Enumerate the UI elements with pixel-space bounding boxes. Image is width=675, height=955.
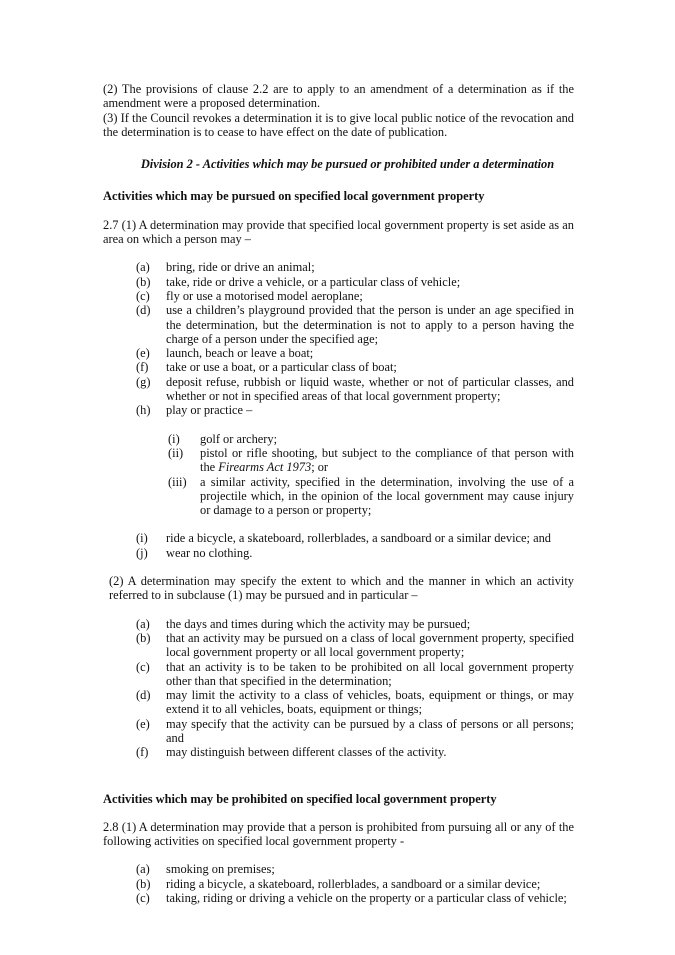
item-text: play or practice – [166,403,253,418]
section-27-lead: 2.7 (1) A determination may provide that specified local government property is set aside as an area on which a person may – [103,217,574,247]
item-label: (c) [136,288,150,303]
section-27-list-2 [103,617,574,760]
section-28-list [103,862,574,905]
item-text: take, ride or drive a vehicle, or a particular class of vehicle; [166,274,461,289]
item-label: (h) [136,403,151,418]
section-27-sublist [103,432,574,518]
item-label: (c) [136,659,150,674]
item-label: (iii) [168,474,187,489]
section-27-heading: Activities which may be pursued on specified local government property [103,189,485,204]
item-label: (e) [136,716,150,731]
document-page [103,82,574,905]
item-text: deposit refuse, rubbish or liquid waste, whether or not of particular classes, and whether or not in specified areas of that local government property; [166,374,574,404]
list-item [136,891,574,905]
sub-list-item [168,432,574,446]
list-item [136,546,574,560]
intro-paragraph-2: (2) The provisions of clause 2.2 are to apply to an amendment of a determination as if the amendment were a proposed determination. [103,82,574,111]
item-text: ride a bicycle, a skateboard, rollerblades, a sandboard or a similar device; and [166,531,551,546]
item-label: (b) [136,630,151,645]
section-27-para-2: (2) A determination may specify the extent to which and the manner in which an activity referred to in subclause (1) may be pursued and in particular – [109,574,574,603]
list-item [136,346,574,360]
item-label: (e) [136,346,150,361]
item-text: may limit the activity to a class of vehicles, boats, equipment or things, or may extend it to all vehicles, boats, equipment or things; [166,688,574,717]
section-27-list-continued [103,531,574,560]
item-label: (f) [136,745,149,760]
item-label: (a) [136,862,150,877]
item-text: may distinguish between different classes of the activity. [166,745,447,760]
list-item [136,688,574,717]
list-item [136,717,574,746]
intro-paragraph-3: (3) If the Council revokes a determination it is to give local public notice of the revocation and the determination is to cease to have effect on the date of publication. [103,110,574,139]
item-label: (d) [136,303,151,318]
item-text: that an activity is to be taken to be prohibited on all local government property other than that specified in the determination; [166,659,574,688]
list-item [136,631,574,660]
item-label: (i) [168,431,180,446]
item-text [200,446,574,475]
item-text: that an activity may be pursued on a class of local government property, specified local government property or all local government property; [166,630,574,660]
section-27-list [103,260,574,417]
list-item [136,862,574,876]
list-item [136,289,574,303]
item-text: a similar activity, specified in the determination, involving the use of a projectile which, in the opinion of the local government may cause injury or damage to a person or property; [200,474,574,518]
item-text: use a children’s playground provided that the person is under an age specified in the determination, but the determination is not to apply to a person having the charge of a person under the specified age; [166,303,574,346]
item-text-pre: pistol or rifle shooting, but subject to the compliance of that person with the [200,445,574,475]
item-text: fly or use a motorised model aeroplane; [166,288,363,303]
item-text: smoking on premises; [166,862,275,877]
list-item [136,260,574,274]
item-text: the days and times during which the activity may be pursued; [166,616,471,631]
item-text: taking, riding or driving a vehicle on the property or a particular class of vehicle; [166,891,567,906]
item-label: (d) [136,688,151,703]
item-text: bring, ride or drive an animal; [166,260,315,275]
section-28-heading: Activities which may be prohibited on specified local government property [103,791,497,806]
item-text: launch, beach or leave a boat; [166,346,314,361]
list-item [136,617,574,631]
sub-list-item [168,475,574,518]
section-28-lead: 2.8 (1) A determination may provide that a person is prohibited from pursuing all or any of the following activities on specified local government property - [103,819,574,849]
act-title: Firearms Act 1973 [218,460,312,475]
item-text: golf or archery; [200,431,278,446]
item-text: take or use a boat, or a particular class of boat; [166,360,397,375]
item-label: (g) [136,374,151,389]
item-label: (j) [136,545,148,560]
item-text-post: ; or [311,460,329,475]
item-label: (b) [136,876,151,891]
division-title: Division 2 - Activities which may be pursued or prohibited under a determination [140,157,555,172]
list-item [136,360,574,374]
item-label: (b) [136,274,151,289]
list-item [136,375,574,404]
item-label: (a) [136,260,150,275]
item-text: may specify that the activity can be pursued by a class of persons or all persons; and [166,716,574,745]
item-label: (a) [136,616,150,631]
item-text: riding a bicycle, a skateboard, rollerblades, a sandboard or a similar device; [166,876,541,891]
item-label: (c) [136,891,150,906]
list-item [136,531,574,545]
item-label: (i) [136,531,148,546]
list-item [136,403,574,417]
list-item [136,877,574,891]
item-label: (f) [136,360,149,375]
list-item [136,745,574,759]
list-item [136,303,574,346]
item-text: wear no clothing. [166,545,253,560]
list-item [136,660,574,689]
item-label: (ii) [168,445,184,460]
list-item [136,275,574,289]
sub-list-item [168,446,574,475]
